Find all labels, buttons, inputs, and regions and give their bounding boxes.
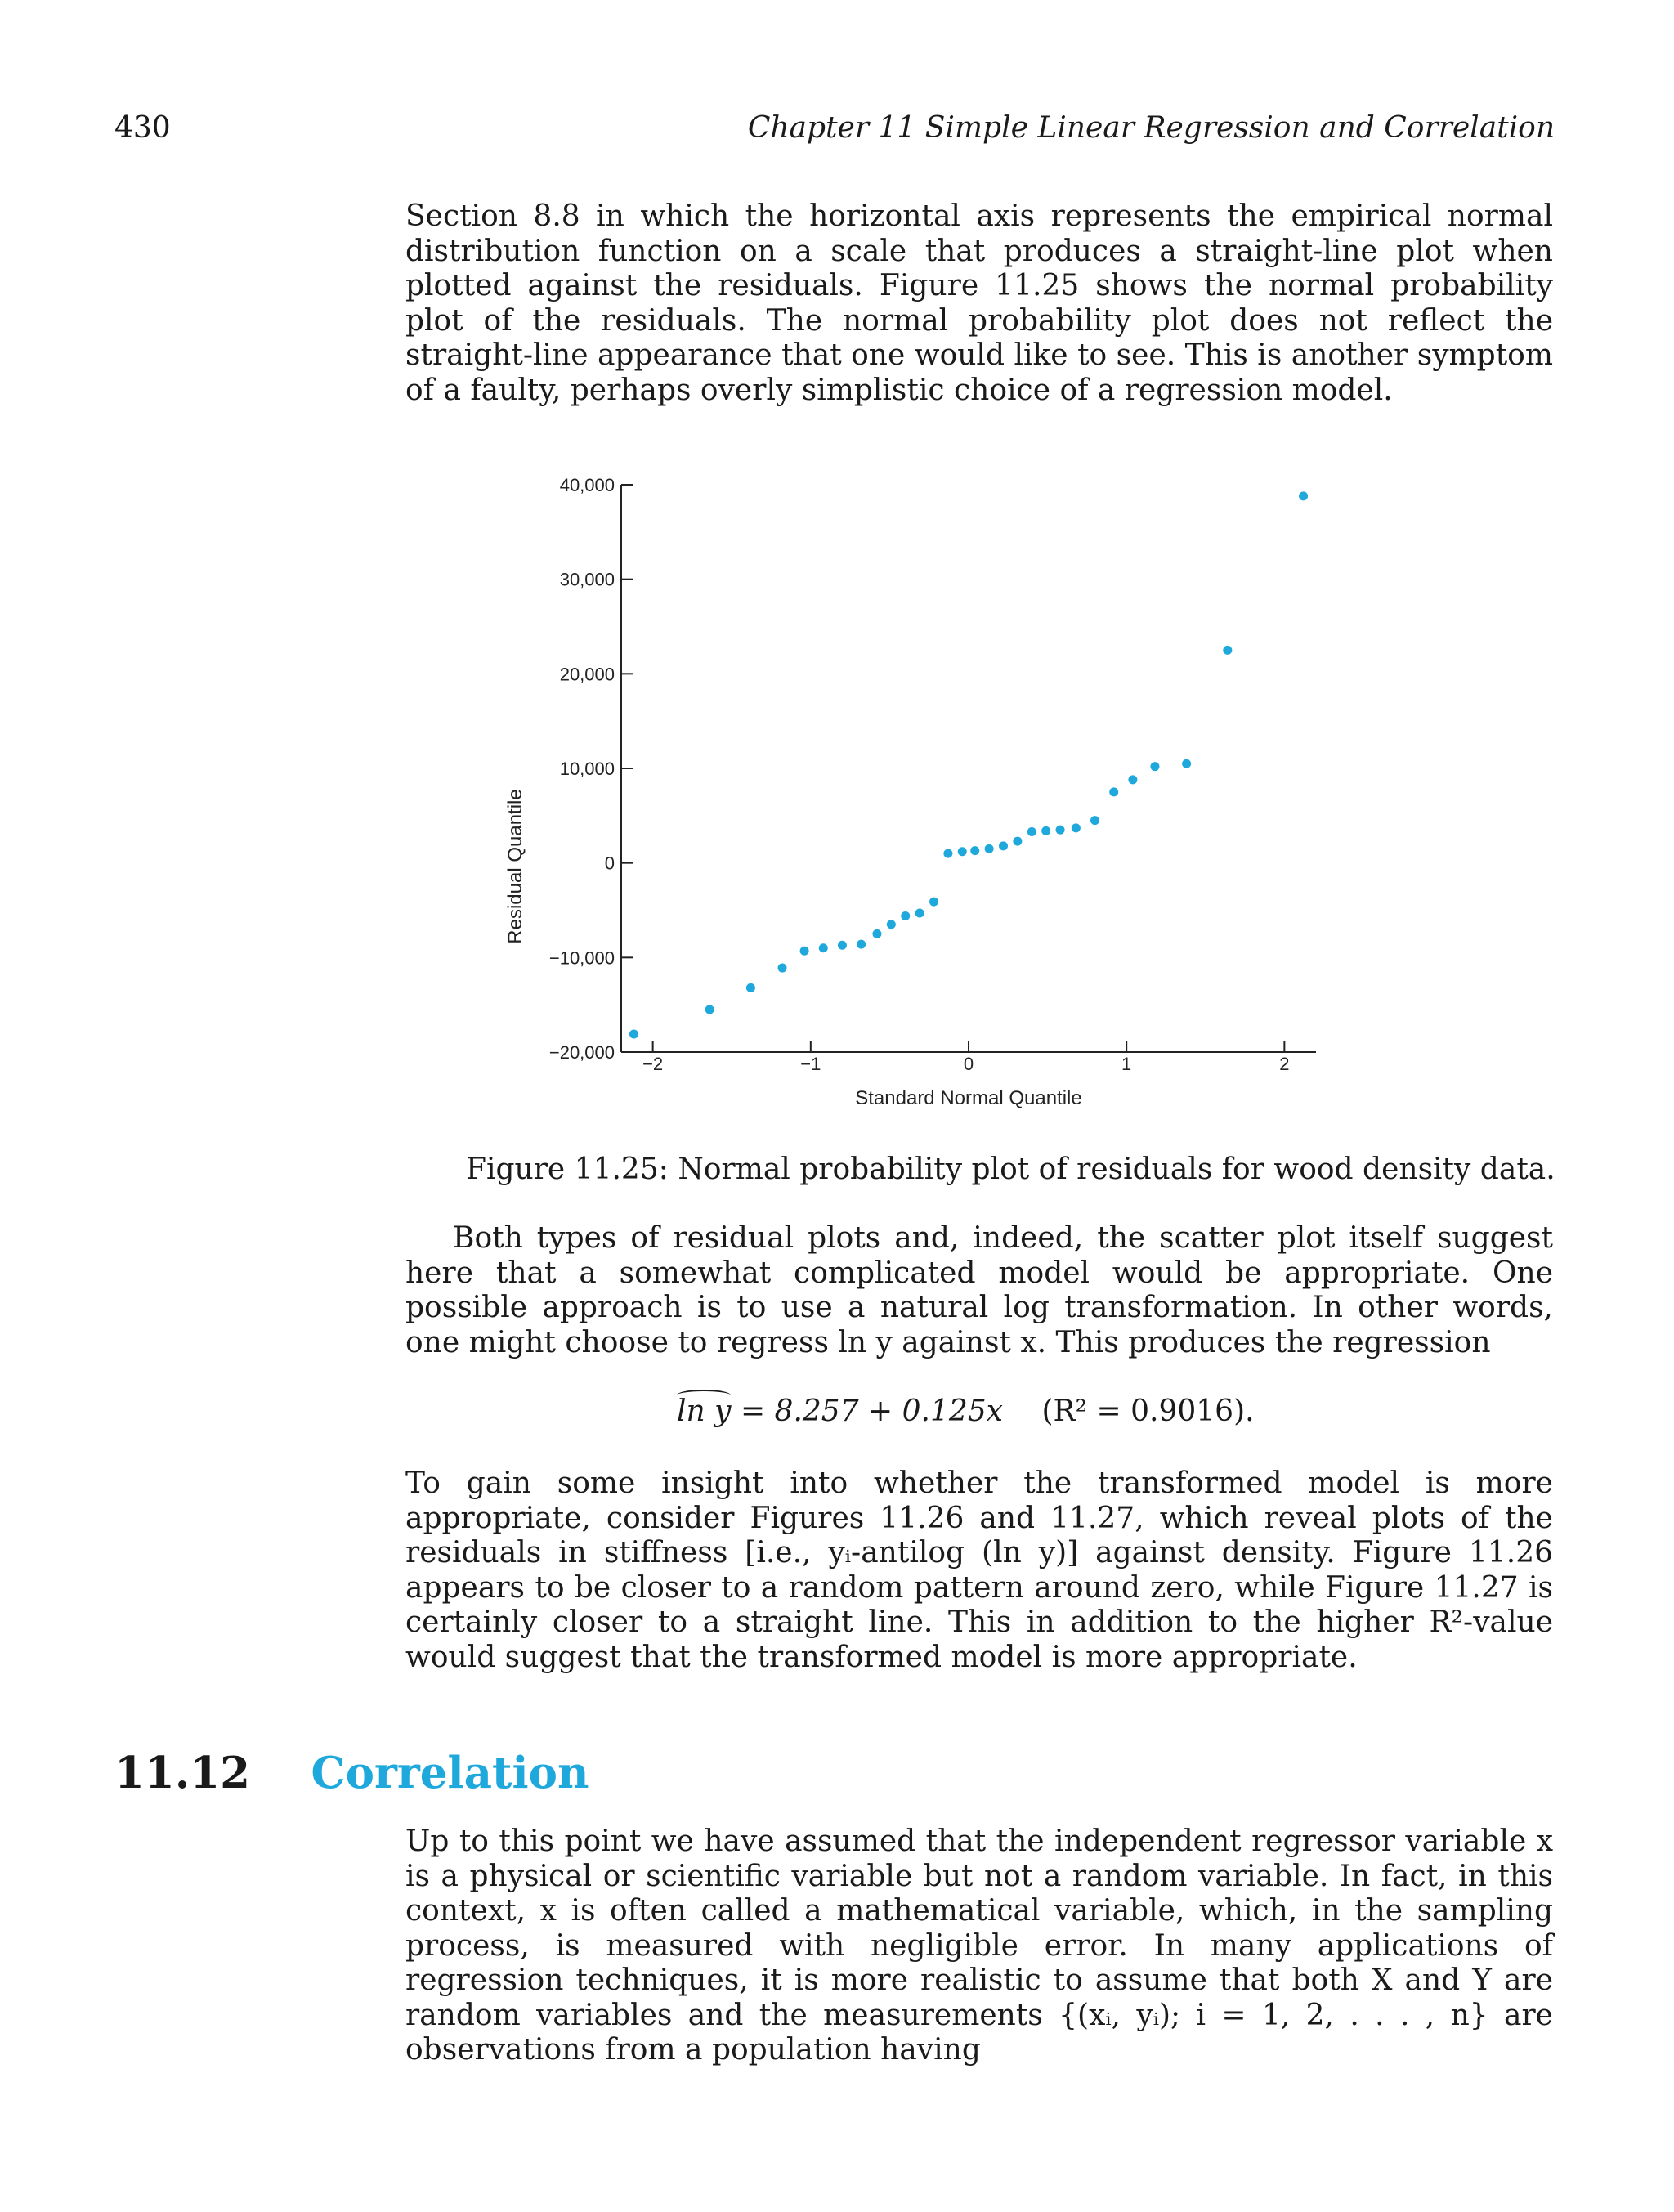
data-point xyxy=(887,920,896,929)
data-point xyxy=(901,911,910,920)
data-point xyxy=(1027,827,1036,836)
data-point xyxy=(1128,775,1137,784)
chart-svg xyxy=(490,458,1357,1136)
page-number: 430 xyxy=(114,111,171,145)
data-point xyxy=(929,898,938,907)
data-point xyxy=(1150,762,1159,771)
normal-probability-plot xyxy=(490,458,1357,1136)
data-point xyxy=(872,929,881,938)
data-point xyxy=(1072,823,1081,832)
data-point xyxy=(915,908,924,917)
equation-rhs: = 8.257 + 0.125x xyxy=(740,1395,1004,1428)
data-point xyxy=(1013,837,1022,846)
regression-equation xyxy=(677,1395,1255,1428)
x-tick-label: 1 xyxy=(1121,1054,1132,1074)
data-point xyxy=(943,849,952,858)
x-tick-label: −2 xyxy=(642,1054,664,1074)
data-point xyxy=(1056,826,1065,835)
section-number: 11.12 xyxy=(114,1748,250,1798)
data-point xyxy=(999,841,1008,850)
data-point xyxy=(1109,787,1118,796)
data-point xyxy=(746,983,755,992)
data-point xyxy=(800,947,809,956)
paragraph-correlation: Up to this point we have assumed that the independent regressor variable x is a physical or scientific variable but not a random variable. In fact, in this context, x is often called a mathematical variable, which, in the sampling process, is measured with negligible error. In many applications of regression techniques, it is more realistic to assume that both X and Y are random variables and the measurements {(xᵢ, yᵢ); i = 1, 2, . . . , n} are observations from a population having xyxy=(405,1825,1553,2066)
equation-lhs: ln y xyxy=(677,1395,732,1428)
x-tick-label: 2 xyxy=(1279,1054,1290,1074)
y-tick-label: 10,000 xyxy=(559,759,615,779)
y-tick-label: 0 xyxy=(604,853,615,874)
data-point xyxy=(970,846,979,855)
y-tick-label: 40,000 xyxy=(559,475,615,495)
paragraph-intro: Section 8.8 in which the horizontal axis represents the empirical normal distribution function on a scale that produces a straight-line plot when plotted against the residuals. Figure 11.25 shows the normal probability plot of the residuals. The normal probability plot does not reflect the straight-line appearance that one would like to see. This is another symptom of a faulty, perhaps overly simplistic choice of a regression model. xyxy=(405,199,1553,407)
paragraph-transformation: Both types of residual plots and, indeed, the scatter plot itself suggest here that a somewhat complicated model would be appropriate. One possible approach is to use a natural log transformation. In other words, one might choose to regress ln y against x. This produces the regression xyxy=(405,1221,1553,1359)
data-point xyxy=(1182,759,1191,768)
section-heading xyxy=(114,1748,589,1798)
data-point xyxy=(985,844,994,853)
data-point xyxy=(1299,491,1308,500)
data-point xyxy=(958,847,967,856)
data-point xyxy=(705,1005,714,1014)
chapter-title: Chapter 11 Simple Linear Regression and Correlation xyxy=(747,111,1555,145)
data-point xyxy=(778,964,787,973)
figure-caption: Figure 11.25: Normal probability plot of residuals for wood density data. xyxy=(466,1153,1555,1186)
running-head xyxy=(114,111,1555,152)
data-point xyxy=(838,941,847,950)
y-tick-label: 20,000 xyxy=(559,664,615,685)
data-point xyxy=(1090,816,1099,825)
equation-r2: (R² = 0.9016). xyxy=(1041,1395,1255,1428)
data-point xyxy=(857,940,866,949)
y-axis-label: Residual Quantile xyxy=(504,789,526,944)
y-tick-label: 30,000 xyxy=(559,569,615,590)
section-title: Correlation xyxy=(311,1748,589,1798)
data-point xyxy=(1223,646,1232,655)
x-axis-label: Standard Normal Quantile xyxy=(855,1087,1082,1109)
y-tick-label: −10,000 xyxy=(548,947,615,969)
x-tick-label: 0 xyxy=(963,1054,974,1074)
data-point xyxy=(819,943,828,952)
data-point xyxy=(1041,826,1050,835)
y-tick-label: −20,000 xyxy=(548,1042,615,1063)
paragraph-insight: To gain some insight into whether the transformed model is more appropriate, consider Figures 11.26 and 11.27, which reveal plots of the residuals in stiffness [i.e., yᵢ-antilog (ln y)] against density. Figure 11.26 appears to be closer to a random pattern around zero, while Figure 11.27 is certainly closer to a straight line. This in addition to the higher R²-value would suggest that the transformed model is more appropriate. xyxy=(405,1466,1553,1674)
x-tick-label: −1 xyxy=(800,1054,821,1074)
data-point xyxy=(629,1030,638,1039)
